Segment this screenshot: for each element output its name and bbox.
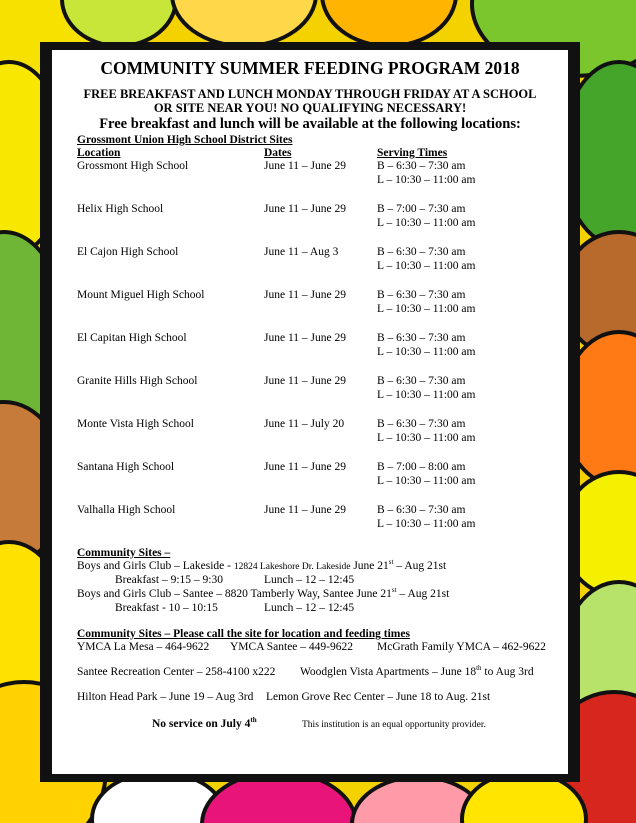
school-breakfast-time: B – 7:00 – 8:00 am xyxy=(377,461,466,473)
community-heading: Community Sites – xyxy=(77,547,171,559)
school-lunch-time: L – 10:30 – 11:00 am xyxy=(377,475,476,487)
column-header-serving: Serving Times xyxy=(377,147,448,159)
column-header-location: Location xyxy=(77,147,121,159)
santee-site: Boys and Girls Club – Santee – 8820 Tamberly Way, Santee June 21st – Aug 21st xyxy=(77,586,450,600)
lakeside-lunch: Lunch – 12 – 12:45 xyxy=(264,574,355,586)
call-sites-heading: Community Sites – Please call the site for location and feeding times xyxy=(77,628,410,640)
school-breakfast-time: B – 6:30 – 7:30 am xyxy=(377,418,466,430)
school-location: Monte Vista High School xyxy=(77,418,194,430)
school-lunch-time: L – 10:30 – 11:00 am xyxy=(377,432,476,444)
santee-rec-center: Santee Recreation Center – 258-4100 x222 xyxy=(77,666,276,678)
lakeside-breakfast: Breakfast – 9:15 – 9:30 xyxy=(115,574,223,586)
availability-line: Free breakfast and lunch will be available at the following locations: xyxy=(99,116,521,132)
school-dates: June 11 – June 29 xyxy=(264,332,346,344)
district-heading: Grossmont Union High School District Sites xyxy=(77,134,293,146)
school-dates: June 11 – June 29 xyxy=(264,160,346,172)
school-dates: June 11 – June 29 xyxy=(264,504,346,516)
school-breakfast-time: B – 6:30 – 7:30 am xyxy=(377,332,466,344)
ymca-la-mesa: YMCA La Mesa – 464-9622 xyxy=(77,641,210,653)
lakeside-site: Boys and Girls Club – Lakeside - 12824 Lakeshore Dr. Lakeside June 21st – Aug 21st xyxy=(77,558,447,572)
no-service-note: No service on July 4th xyxy=(152,716,257,730)
school-breakfast-time: B – 6:30 – 7:30 am xyxy=(377,246,466,258)
school-location: Valhalla High School xyxy=(77,504,176,516)
school-dates: June 11 – June 29 xyxy=(264,289,346,301)
school-location: Helix High School xyxy=(77,203,164,215)
school-dates: June 11 – July 20 xyxy=(264,418,345,430)
school-breakfast-time: B – 6:30 – 7:30 am xyxy=(377,289,466,301)
column-header-dates: Dates xyxy=(264,147,292,159)
school-breakfast-time: B – 6:30 – 7:30 am xyxy=(377,375,466,387)
school-lunch-time: L – 10:30 – 11:00 am xyxy=(377,303,476,315)
school-breakfast-time: B – 6:30 – 7:30 am xyxy=(377,504,466,516)
school-lunch-time: L – 10:30 – 11:00 am xyxy=(377,518,476,530)
school-lunch-time: L – 10:30 – 11:00 am xyxy=(377,346,476,358)
school-location: El Cajon High School xyxy=(77,246,179,258)
subtitle-line-2: OR SITE NEAR YOU! NO QUALIFYING NECESSARY! xyxy=(153,101,467,115)
page-title: COMMUNITY SUMMER FEEDING PROGRAM 2018 xyxy=(100,58,520,78)
school-breakfast-time: B – 7:00 – 7:30 am xyxy=(377,203,466,215)
school-lunch-time: L – 10:30 – 11:00 am xyxy=(377,174,476,186)
school-lunch-time: L – 10:30 – 11:00 am xyxy=(377,260,476,272)
hilton-head-park: Hilton Head Park – June 19 – Aug 3rd xyxy=(77,691,254,703)
school-dates: June 11 – June 29 xyxy=(264,375,346,387)
ymca-mcgrath: McGrath Family YMCA – 462-9622 xyxy=(377,641,546,653)
school-dates: June 11 – June 29 xyxy=(264,203,346,215)
woodglen-vista: Woodglen Vista Apartments – June 18th to Aug 3rd xyxy=(300,664,534,678)
school-dates: June 11 – June 29 xyxy=(264,461,346,473)
equal-opportunity-statement: This institution is an equal opportunity provider. xyxy=(302,720,486,730)
school-location: Grossmont High School xyxy=(77,160,189,172)
lemon-grove-rec: Lemon Grove Rec Center – June 18 to Aug. 21st xyxy=(266,691,491,703)
school-location: Santana High School xyxy=(77,461,175,473)
school-location: Mount Miguel High School xyxy=(77,289,205,301)
school-dates: June 11 – Aug 3 xyxy=(264,246,339,258)
flyer-page xyxy=(52,50,568,774)
school-location: El Capitan High School xyxy=(77,332,187,344)
school-location: Granite Hills High School xyxy=(77,375,198,387)
ymca-santee: YMCA Santee – 449-9622 xyxy=(230,641,353,653)
subtitle-line-1: FREE BREAKFAST AND LUNCH MONDAY THROUGH FRIDAY AT A SCHOOL xyxy=(83,87,537,101)
school-breakfast-time: B – 6:30 – 7:30 am xyxy=(377,160,466,172)
school-lunch-time: L – 10:30 – 11:00 am xyxy=(377,389,476,401)
santee-lunch: Lunch – 12 – 12:45 xyxy=(264,602,355,614)
santee-breakfast: Breakfast - 10 – 10:15 xyxy=(115,602,218,614)
school-lunch-time: L – 10:30 – 11:00 am xyxy=(377,217,476,229)
